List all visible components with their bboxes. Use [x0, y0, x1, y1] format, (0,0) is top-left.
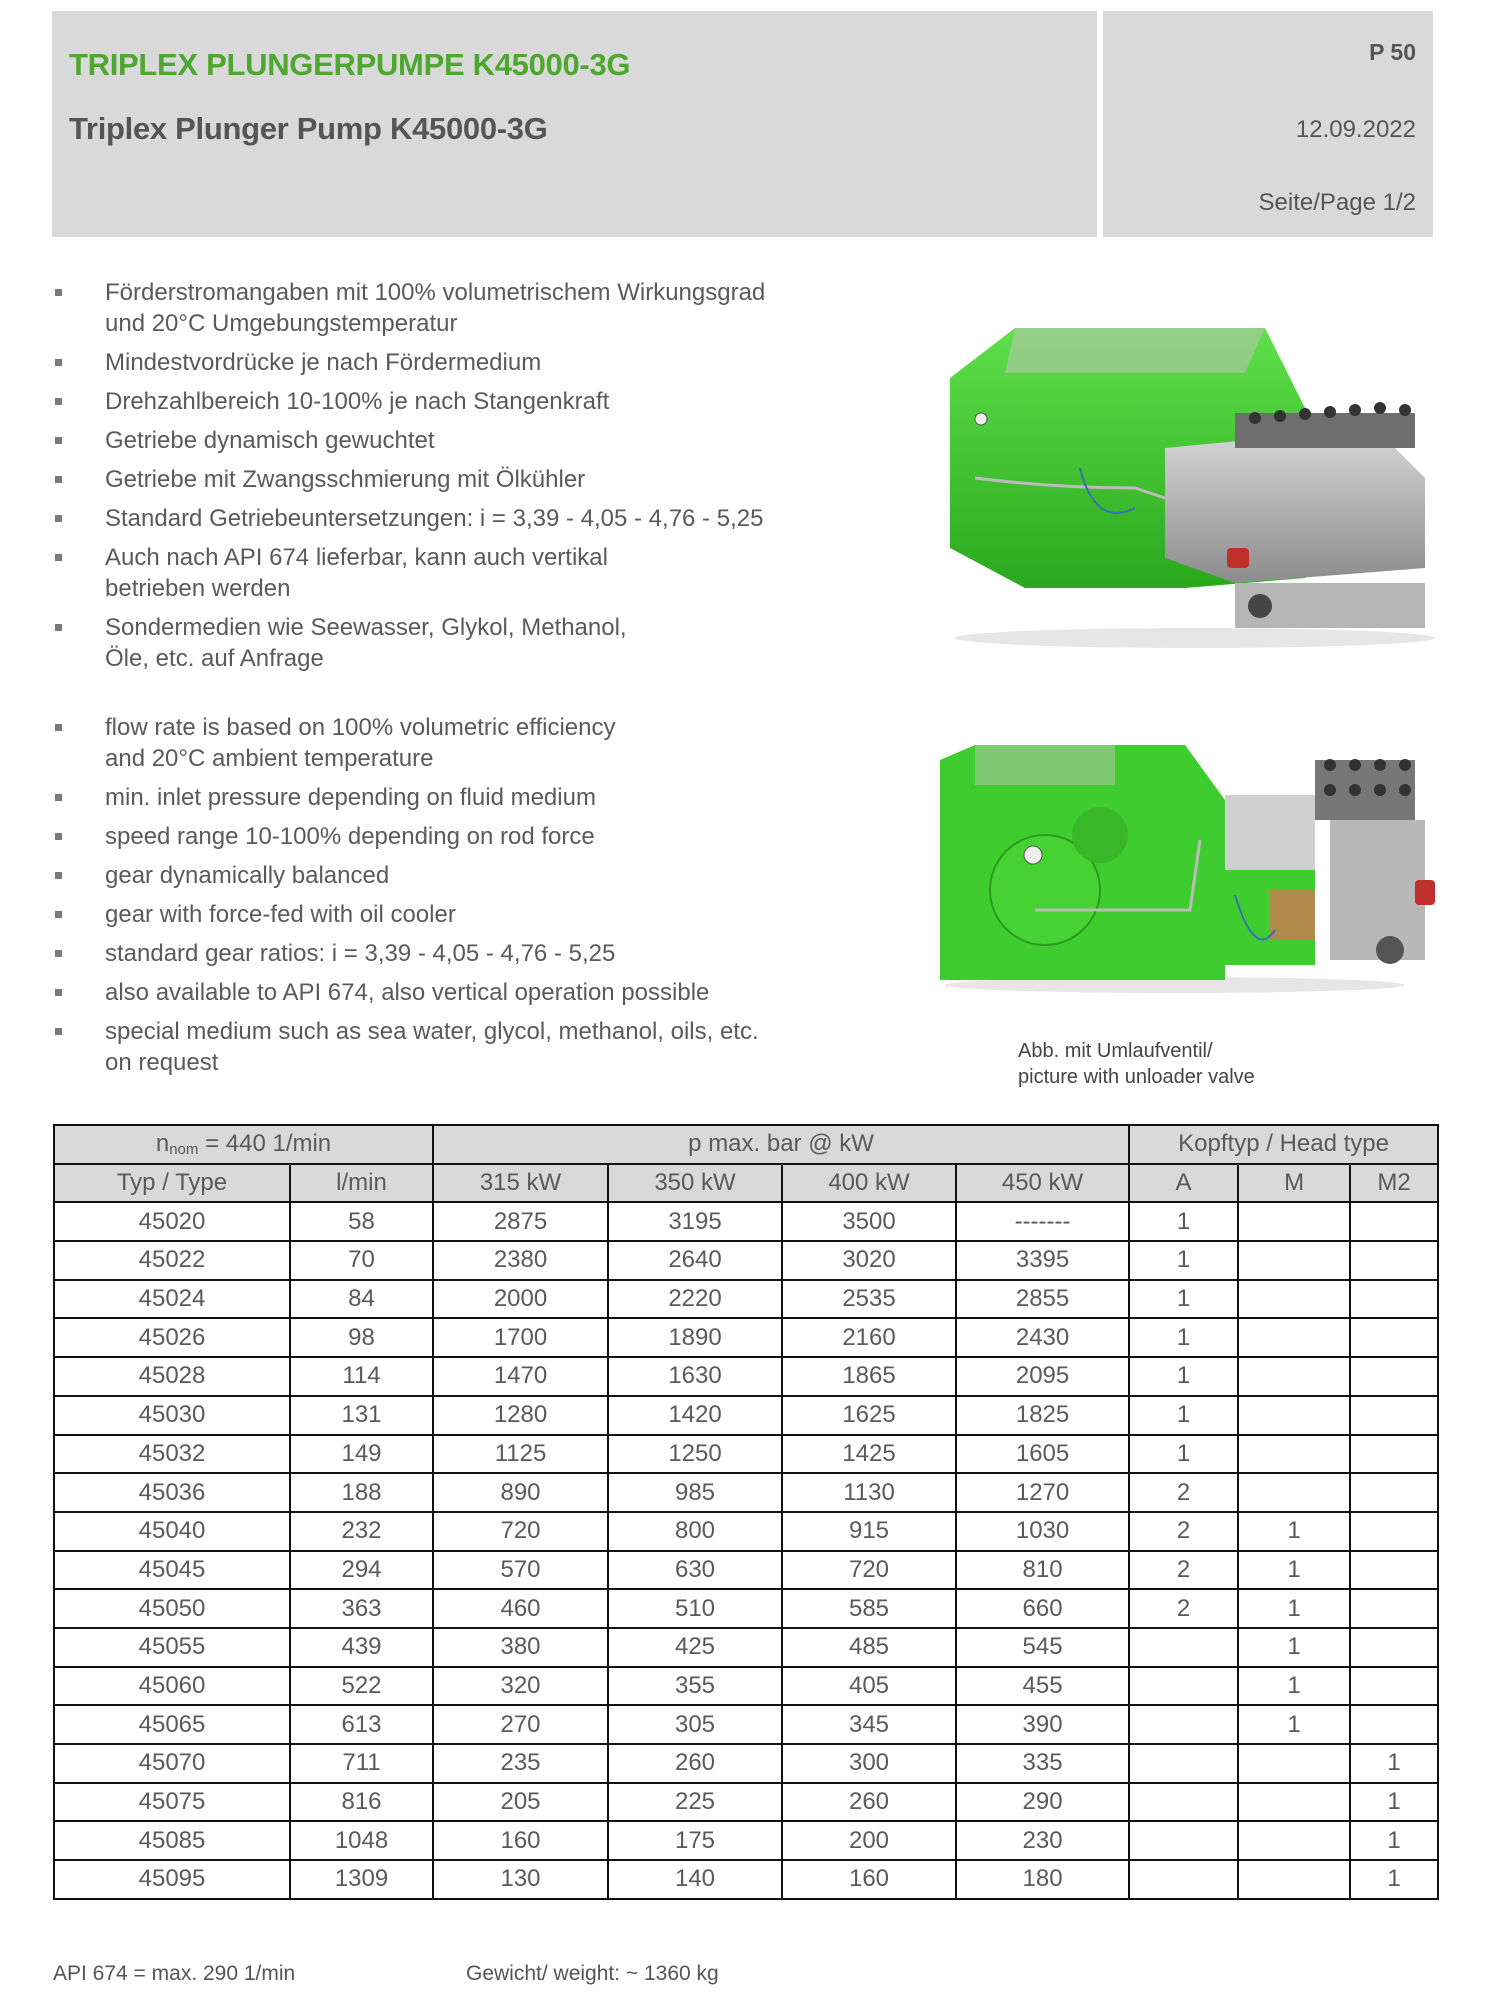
table-cell: 2: [1129, 1512, 1238, 1551]
table-cell: 45050: [54, 1589, 290, 1628]
bullet-icon: [55, 872, 62, 879]
table-cell: 800: [608, 1512, 782, 1551]
table-cell: [1238, 1821, 1350, 1860]
table-cell: [1129, 1667, 1238, 1706]
table-cell: [1350, 1357, 1438, 1396]
feature-text: Standard Getriebeuntersetzungen: i = 3,39 - 4,05 - 4,76 - 5,25: [105, 505, 764, 532]
weight-note: Gewicht/ weight: ~ 1360 kg: [466, 1962, 719, 1985]
table-cell: 1420: [608, 1396, 782, 1435]
table-cell: [1350, 1435, 1438, 1474]
table-cell: [1350, 1241, 1438, 1280]
table-cell: 1625: [782, 1396, 956, 1435]
table-cell: 84: [290, 1280, 433, 1319]
feature-text: Auch nach API 674 lieferbar, kann auch vertikal betrieben werden: [105, 544, 608, 602]
table-cell: 45036: [54, 1473, 290, 1512]
table-row: [54, 1667, 1438, 1706]
table-cell: 300: [782, 1744, 956, 1783]
table-row: [54, 1705, 1438, 1744]
table-cell: 363: [290, 1589, 433, 1628]
title-english: Triplex Plunger Pump K45000-3G: [69, 111, 548, 146]
table-cell: 45040: [54, 1512, 290, 1551]
crosshead-cover: [1225, 795, 1315, 870]
table-cell: 1030: [956, 1512, 1129, 1551]
table-cell: [1238, 1241, 1350, 1280]
feature-item: [52, 612, 852, 674]
table-cell: 2095: [956, 1357, 1129, 1396]
port-opening: [1248, 594, 1272, 618]
table-cell: 390: [956, 1705, 1129, 1744]
table-cell: 45065: [54, 1705, 290, 1744]
table-cell: [1238, 1860, 1350, 1899]
table-row: [54, 1860, 1438, 1899]
table-cell: [1129, 1705, 1238, 1744]
table-cell: 522: [290, 1667, 433, 1706]
feature-text: Sondermedien wie Seewasser, Glykol, Methanol, Öle, etc. auf Anfrage: [105, 614, 627, 672]
bullet-icon: [55, 989, 62, 996]
table-cell: 1630: [608, 1357, 782, 1396]
bullet-icon: [55, 554, 62, 561]
pressure-header: p max. bar @ kW: [433, 1125, 1129, 1164]
feature-item: [52, 860, 852, 891]
table-cell: 1890: [608, 1318, 782, 1357]
table-cell: 425: [608, 1628, 782, 1667]
speed-symbol: n: [155, 1130, 170, 1158]
head-type-header: Kopftyp / Head type: [1129, 1125, 1438, 1164]
feature-item: [52, 386, 852, 417]
table-cell: 1700: [433, 1318, 608, 1357]
table-cell: 3395: [956, 1241, 1129, 1280]
table-cell: 2430: [956, 1318, 1129, 1357]
bullet-icon: [55, 476, 62, 483]
table-cell: 260: [782, 1783, 956, 1822]
table-cell: 345: [782, 1705, 956, 1744]
table-cell: [1238, 1318, 1350, 1357]
table-row: [54, 1512, 1438, 1551]
feature-item: [52, 464, 852, 495]
feature-item: [52, 503, 852, 534]
pressure-gauge: [1024, 846, 1042, 864]
bullet-icon: [55, 515, 62, 522]
table-cell: 1250: [608, 1435, 782, 1474]
column-header: Typ / Type: [54, 1164, 290, 1203]
table-cell: 720: [782, 1551, 956, 1590]
table-cell: 1130: [782, 1473, 956, 1512]
feature-text: Drehzahlbereich 10-100% je nach Stangenkraft: [105, 388, 610, 415]
table-cell: 1470: [433, 1357, 608, 1396]
table-cell: 630: [608, 1551, 782, 1590]
table-row: [54, 1318, 1438, 1357]
bullet-icon: [55, 289, 62, 296]
table-cell: 2535: [782, 1280, 956, 1319]
shadow: [955, 628, 1435, 648]
table-cell: 45022: [54, 1241, 290, 1280]
table-cell: 2: [1129, 1589, 1238, 1628]
table-cell: 149: [290, 1435, 433, 1474]
feature-text: Mindestvordrücke je nach Fördermedium: [105, 349, 542, 376]
bullet-icon: [55, 1028, 62, 1035]
table-cell: 613: [290, 1705, 433, 1744]
table-cell: 1: [1238, 1551, 1350, 1590]
table-body: [54, 1202, 1438, 1898]
column-header: 400 kW: [782, 1164, 956, 1203]
column-header: A: [1129, 1164, 1238, 1203]
table-cell: 230: [956, 1821, 1129, 1860]
column-header: 315 kW: [433, 1164, 608, 1203]
table-cell: [1129, 1783, 1238, 1822]
table-row: [54, 1435, 1438, 1474]
feature-text: gear with force-fed with oil cooler: [105, 901, 456, 928]
table-cell: 45055: [54, 1628, 290, 1667]
table-cell: 1309: [290, 1860, 433, 1899]
bullet-icon: [55, 794, 62, 801]
table-cell: 570: [433, 1551, 608, 1590]
table-cell: 711: [290, 1744, 433, 1783]
table-cell: 1: [1129, 1241, 1238, 1280]
table-cell: 2220: [608, 1280, 782, 1319]
table-cell: 1605: [956, 1435, 1129, 1474]
column-header: l/min: [290, 1164, 433, 1203]
table-cell: 235: [433, 1744, 608, 1783]
table-cell: 1125: [433, 1435, 608, 1474]
feature-text: speed range 10-100% depending on rod force: [105, 823, 595, 850]
table-cell: 439: [290, 1628, 433, 1667]
red-cap: [1415, 880, 1435, 905]
pump-photo-side: [935, 740, 1440, 995]
table-cell: [1238, 1357, 1350, 1396]
table-cell: 45024: [54, 1280, 290, 1319]
table-cell: 45075: [54, 1783, 290, 1822]
table-cell: 45045: [54, 1551, 290, 1590]
table-cell: 2875: [433, 1202, 608, 1241]
table-cell: 1: [1129, 1202, 1238, 1241]
table-cell: [1350, 1628, 1438, 1667]
table-cell: 2: [1129, 1551, 1238, 1590]
column-header: M2: [1350, 1164, 1438, 1203]
oil-pump: [1072, 807, 1128, 863]
table-row: [54, 1783, 1438, 1822]
feature-item: [52, 938, 852, 969]
table-cell: 1: [1129, 1280, 1238, 1319]
header-meta-box: [1103, 11, 1433, 237]
table-cell: 58: [290, 1202, 433, 1241]
table-cell: 180: [956, 1860, 1129, 1899]
column-header: 450 kW: [956, 1164, 1129, 1203]
fluid-end-head: [1330, 820, 1425, 960]
gearbox-top-cover: [1005, 328, 1265, 373]
table-cell: [1238, 1783, 1350, 1822]
table-cell: 1825: [956, 1396, 1129, 1435]
table-cell: 114: [290, 1357, 433, 1396]
feature-text: standard gear ratios: i = 3,39 - 4,05 - 4,76 - 5,25: [105, 940, 616, 967]
red-cap: [1227, 548, 1249, 568]
table-cell: 510: [608, 1589, 782, 1628]
feature-text: flow rate is based on 100% volumetric efficiency and 20°C ambient temperature: [105, 714, 616, 772]
table-cell: 1048: [290, 1821, 433, 1860]
table-cell: [1350, 1473, 1438, 1512]
table-cell: 294: [290, 1551, 433, 1590]
table-cell: [1350, 1705, 1438, 1744]
table-cell: 45026: [54, 1318, 290, 1357]
feature-item: [52, 977, 852, 1008]
page-number: Seite/Page 1/2: [1258, 189, 1416, 216]
table-cell: 98: [290, 1318, 433, 1357]
table-cell: 45070: [54, 1744, 290, 1783]
table-cell: [1350, 1202, 1438, 1241]
table-cell: [1350, 1280, 1438, 1319]
table-cell: 2640: [608, 1241, 782, 1280]
table-cell: 200: [782, 1821, 956, 1860]
table-cell: [1350, 1318, 1438, 1357]
table-cell: 205: [433, 1783, 608, 1822]
feature-text: special medium such as sea water, glycol, methanol, oils, etc. on request: [105, 1018, 759, 1076]
table-row: [54, 1202, 1438, 1241]
table-cell: 45085: [54, 1821, 290, 1860]
table-cell: 1: [1350, 1821, 1438, 1860]
feature-item: [52, 1016, 852, 1078]
table-cell: -------: [956, 1202, 1129, 1241]
table-row: [54, 1821, 1438, 1860]
table-cell: 130: [433, 1860, 608, 1899]
table-cell: 335: [956, 1744, 1129, 1783]
table-cell: 2380: [433, 1241, 608, 1280]
feature-item: [52, 899, 852, 930]
table-cell: 45028: [54, 1357, 290, 1396]
table-cell: 1: [1238, 1589, 1350, 1628]
table-cell: [1129, 1821, 1238, 1860]
bullet-icon: [55, 437, 62, 444]
table-cell: 810: [956, 1551, 1129, 1590]
api-note: API 674 = max. 290 1/min: [53, 1962, 296, 1985]
table-cell: 1280: [433, 1396, 608, 1435]
table-cell: [1129, 1628, 1238, 1667]
table-row: [54, 1628, 1438, 1667]
table-cell: 485: [782, 1628, 956, 1667]
feature-text: Getriebe dynamisch gewuchtet: [105, 427, 435, 454]
table-cell: [1238, 1435, 1350, 1474]
bullet-icon: [55, 624, 62, 631]
table-cell: 1: [1350, 1744, 1438, 1783]
table-cell: 405: [782, 1667, 956, 1706]
table-cell: 320: [433, 1667, 608, 1706]
table-cell: 1: [1129, 1318, 1238, 1357]
table-cell: 455: [956, 1667, 1129, 1706]
table-cell: 1: [1129, 1435, 1238, 1474]
table-cell: [1350, 1396, 1438, 1435]
table-cell: [1350, 1512, 1438, 1551]
column-header: M: [1238, 1164, 1350, 1203]
bullet-icon: [55, 833, 62, 840]
table-cell: 460: [433, 1589, 608, 1628]
table-cell: 2: [1129, 1473, 1238, 1512]
table-cell: 890: [433, 1473, 608, 1512]
table-cell: 355: [608, 1667, 782, 1706]
table-cell: 290: [956, 1783, 1129, 1822]
table-row: [54, 1241, 1438, 1280]
port-opening: [1376, 936, 1404, 964]
table-cell: 1: [1129, 1396, 1238, 1435]
table-cell: 188: [290, 1473, 433, 1512]
table-cell: 1: [1238, 1705, 1350, 1744]
feature-item: [52, 277, 852, 339]
pump-photo-perspective: [935, 318, 1440, 650]
table-cell: 1: [1129, 1357, 1238, 1396]
gearbox-top-cover: [975, 745, 1115, 785]
table-cell: 380: [433, 1628, 608, 1667]
table-group-header-row: [54, 1125, 1438, 1164]
table-cell: [1238, 1473, 1350, 1512]
bullet-icon: [55, 950, 62, 957]
table-row: [54, 1280, 1438, 1319]
page-code: P 50: [1369, 39, 1416, 65]
bullet-icon: [55, 359, 62, 366]
feature-text: Förderstromangaben mit 100% volumetrischem Wirkungsgrad und 20°C Umgebungstemperatur: [105, 279, 766, 337]
feature-item: [52, 425, 852, 456]
bullet-icon: [55, 911, 62, 918]
feature-item: [52, 712, 852, 774]
table-cell: 585: [782, 1589, 956, 1628]
table-cell: [1238, 1280, 1350, 1319]
table-cell: [1238, 1744, 1350, 1783]
table-row: [54, 1551, 1438, 1590]
table-cell: [1129, 1744, 1238, 1783]
table-row: [54, 1473, 1438, 1512]
speed-header: [54, 1125, 433, 1164]
feature-item: [52, 782, 852, 813]
document-date: 12.09.2022: [1295, 116, 1416, 143]
spec-table: [53, 1124, 1439, 1900]
table-cell: [1350, 1551, 1438, 1590]
table-column-header-row: [54, 1164, 1438, 1203]
table-cell: [1350, 1589, 1438, 1628]
table-cell: 1: [1350, 1783, 1438, 1822]
fluid-end-head: [1165, 428, 1425, 583]
bullet-icon: [55, 398, 62, 405]
valve-covers: [1235, 413, 1415, 448]
unloader-valve: [1270, 890, 1315, 940]
table-cell: 1: [1238, 1628, 1350, 1667]
table-cell: [1129, 1860, 1238, 1899]
table-row: [54, 1396, 1438, 1435]
feature-text: Getriebe mit Zwangsschmierung mit Ölkühler: [105, 466, 586, 493]
feature-list-german: [52, 277, 852, 682]
table-cell: 232: [290, 1512, 433, 1551]
table-cell: 1270: [956, 1473, 1129, 1512]
table-cell: 175: [608, 1821, 782, 1860]
table-cell: 45095: [54, 1860, 290, 1899]
table-row: [54, 1744, 1438, 1783]
table-cell: 1: [1350, 1860, 1438, 1899]
title-german: TRIPLEX PLUNGERPUMPE K45000-3G: [69, 47, 631, 82]
feature-text: min. inlet pressure depending on fluid medium: [105, 784, 596, 811]
table-cell: [1350, 1667, 1438, 1706]
photo-caption: Abb. mit Umlaufventil/ picture with unloader valve: [1018, 1040, 1255, 1088]
table-cell: [1238, 1202, 1350, 1241]
table-cell: 140: [608, 1860, 782, 1899]
table-cell: 816: [290, 1783, 433, 1822]
feature-item: [52, 542, 852, 604]
feature-text: also available to API 674, also vertical operation possible: [105, 979, 710, 1006]
table-cell: 305: [608, 1705, 782, 1744]
table-cell: 915: [782, 1512, 956, 1551]
bullet-icon: [55, 724, 62, 731]
table-cell: 720: [433, 1512, 608, 1551]
table-cell: 260: [608, 1744, 782, 1783]
table-cell: 70: [290, 1241, 433, 1280]
table-cell: 270: [433, 1705, 608, 1744]
table-cell: 545: [956, 1628, 1129, 1667]
table-cell: 131: [290, 1396, 433, 1435]
table-cell: 3020: [782, 1241, 956, 1280]
table-cell: 225: [608, 1783, 782, 1822]
speed-value: = 440 1/min: [198, 1130, 332, 1158]
feature-item: [52, 347, 852, 378]
feature-list-english: [52, 712, 852, 1086]
table-cell: 1425: [782, 1435, 956, 1474]
table-cell: 3500: [782, 1202, 956, 1241]
column-header: 350 kW: [608, 1164, 782, 1203]
table-cell: 2000: [433, 1280, 608, 1319]
table-cell: [1238, 1396, 1350, 1435]
table-cell: 1865: [782, 1357, 956, 1396]
feature-item: [52, 821, 852, 852]
table-cell: 45060: [54, 1667, 290, 1706]
table-cell: 45030: [54, 1396, 290, 1435]
table-cell: 3195: [608, 1202, 782, 1241]
feature-text: gear dynamically balanced: [105, 862, 390, 889]
table-cell: 2160: [782, 1318, 956, 1357]
table-row: [54, 1357, 1438, 1396]
table-cell: 1: [1238, 1667, 1350, 1706]
table-cell: 45032: [54, 1435, 290, 1474]
table-cell: 160: [433, 1821, 608, 1860]
table-cell: 2855: [956, 1280, 1129, 1319]
pressure-gauge: [975, 413, 987, 425]
table-cell: 1: [1238, 1512, 1350, 1551]
table-cell: 985: [608, 1473, 782, 1512]
table-cell: 45020: [54, 1202, 290, 1241]
table-cell: 660: [956, 1589, 1129, 1628]
table-cell: 160: [782, 1860, 956, 1899]
header-title-box: [52, 11, 1097, 237]
speed-subscript: nom: [169, 1141, 199, 1159]
table-row: [54, 1589, 1438, 1628]
